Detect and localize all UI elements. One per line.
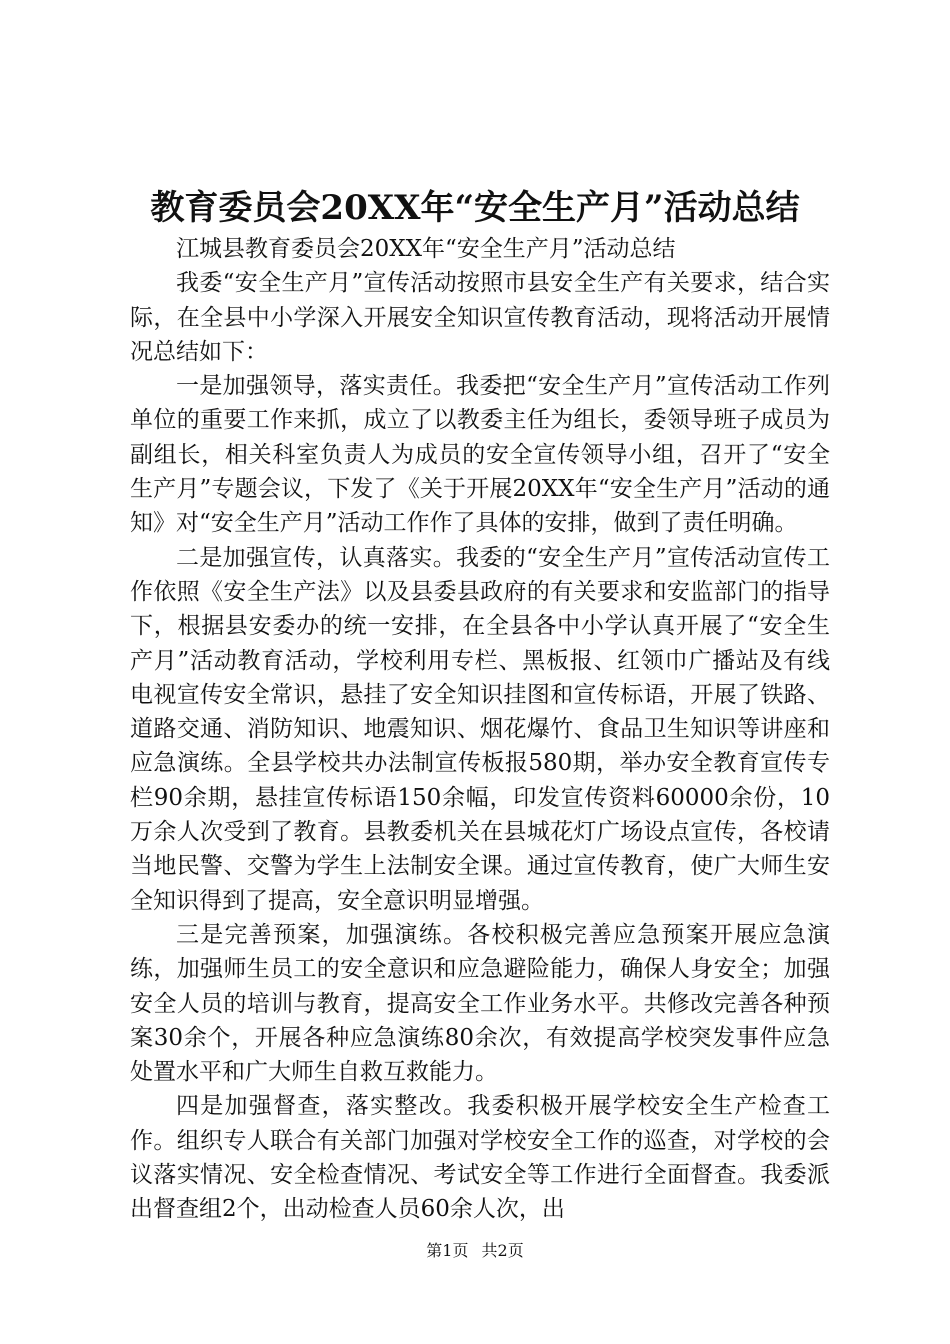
page-footer: 第1页 共2页 bbox=[426, 1241, 524, 1260]
subtitle-paragraph: 江城县教育委员会20XX年“安全生产月”活动总结 bbox=[176, 236, 676, 262]
document-body bbox=[130, 232, 830, 1227]
section-two-paragraph: 二是加强宣传，认真落实。我委的“安全生产月”宣传活动宣传工作依照《安全生产法》以及县委县政府的有关要求和安监部门的指导下，根据县安委办的统一安排，在全县各中小学认真开展了“安全生产月”活动教育活动，学校利用专栏、黑板报、红领巾广播站及有线电视宣传安全常识，悬挂了安全知识挂图和宣传标语，开展了铁路、道路交通、消防知识、地震知识、烟花爆竹、食品卫生知识等讲座和应急演练。全县学校共办法制宣传板报580期，举办安全教育宣传专栏90余期，悬挂宣传标语150余幅，印发宣传资料60000余份，10万余人次受到了教育。县教委机关在县城花灯广场设点宣传，各校请当地民警、交警为学生上法制安全课。通过宣传教育，使广大师生安全知识得到了提高，安全意识明显增强。 bbox=[130, 544, 830, 914]
document-title: 教育委员会20XX年“安全生产月”活动总结 bbox=[150, 188, 800, 228]
section-three-paragraph: 三是完善预案，加强演练。各校积极完善应急预案开展应急演练，加强师生员工的安全意识和应急避险能力，确保人身安全；加强安全人员的培训与教育，提高安全工作业务水平。共修改完善各种预案30余个，开展各种应急演练80余次，有效提高学校突发事件应急处置水平和广大师生自救互救能力。 bbox=[130, 921, 830, 1086]
intro-paragraph: 我委“安全生产月”宣传活动按照市县安全生产有关要求，结合实际，在全县中小学深入开展安全知识宣传教育活动，现将活动开展情况总结如下： bbox=[130, 270, 830, 365]
section-one-paragraph: 一是加强领导，落实责任。我委把“安全生产月”宣传活动工作列单位的重要工作来抓，成立了以教委主任为组长，委领导班子成员为副组长，相关科室负责人为成员的安全宣传领导小组，召开了“安全生产月”专题会议，下发了《关于开展20XX年“安全生产月”活动的通知》对“安全生产月”活动工作作了具体的安排，做到了责任明确。 bbox=[130, 373, 830, 537]
section-four-paragraph: 四是加强督查，落实整改。我委积极开展学校安全生产检查工作。组织专人联合有关部门加强对学校安全工作的巡查，对学校的会议落实情况、安全检查情况、考试安全等工作进行全面督查。我委派出督查组2个，出动检查人员60余人次，出 bbox=[130, 1093, 830, 1223]
